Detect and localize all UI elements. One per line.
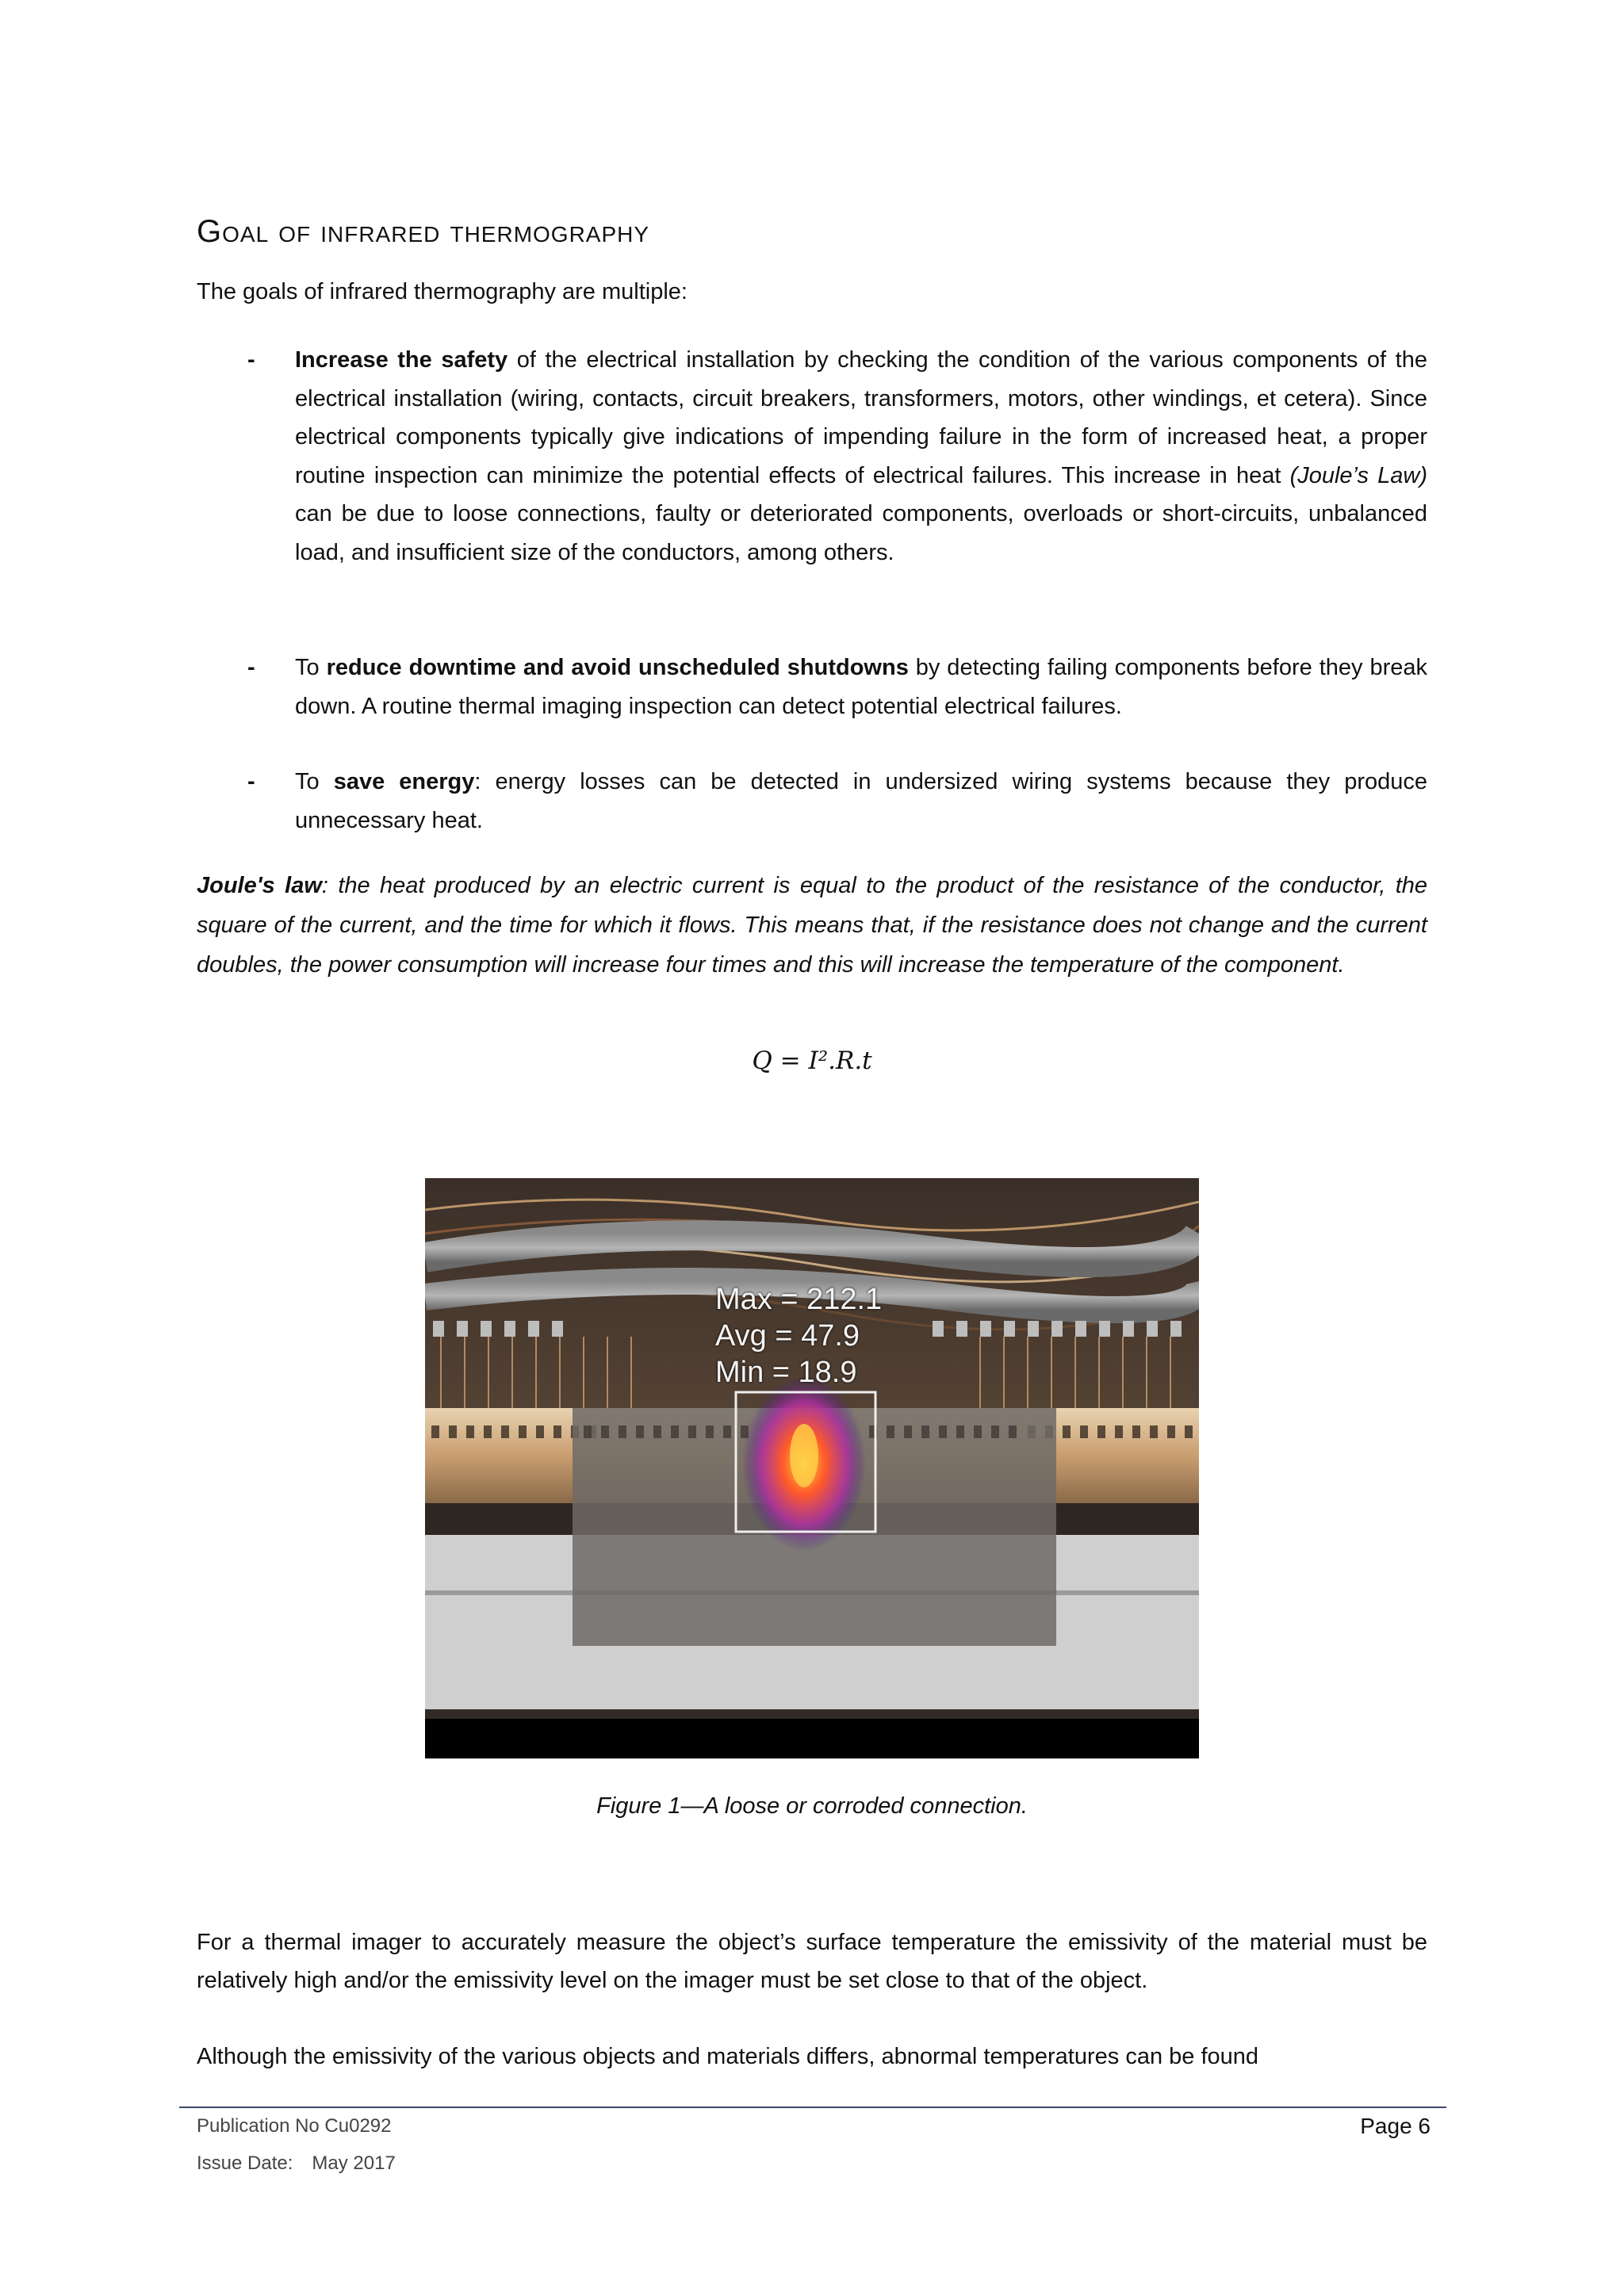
formula: Q = I².R.t bbox=[752, 1047, 872, 1075]
page-number: Page 6 bbox=[1360, 2114, 1431, 2138]
bullet-item-downtime bbox=[197, 649, 1427, 725]
avg-temperature: Avg = 47.9 bbox=[715, 1319, 860, 1353]
bullet-bold: save energy bbox=[333, 769, 475, 794]
max-temperature: Max = 212.1 bbox=[715, 1283, 883, 1316]
bullet-text-continued: can be due to loose connections, faulty or deteriorated components, overloads or short-circuits, unbalanced load, and insufficient size of the conductors, among others. bbox=[295, 501, 1427, 565]
thermal-image-figure bbox=[425, 1178, 1199, 1758]
bullet-prefix: To bbox=[295, 769, 334, 794]
publication-number: Publication No Cu0292 bbox=[197, 2115, 392, 2137]
bullet-italic: (Joule’s Law) bbox=[1289, 462, 1427, 488]
bullet-text: by detecting failing components before they break down. A routine thermal imaging inspection can detect potential electrical failures. bbox=[295, 655, 1427, 719]
footer-divider bbox=[179, 2107, 1446, 2108]
section-heading: Goal of infrared thermography bbox=[197, 214, 650, 249]
bullet-prefix: To bbox=[295, 655, 327, 680]
min-temperature: Min = 18.9 bbox=[715, 1356, 857, 1389]
bullet-dash: - bbox=[247, 655, 255, 680]
issue-date bbox=[197, 2152, 396, 2175]
bullet-dash: - bbox=[247, 347, 255, 373]
joules-law-label: Joule's law bbox=[197, 873, 322, 898]
bullet-text: : energy losses can be detected in undersized wiring systems because they produce unnecessary heat. bbox=[295, 769, 1427, 833]
thermal-image bbox=[425, 1178, 1199, 1758]
figure-caption: Figure 1—A loose or corroded connection. bbox=[596, 1793, 1028, 1819]
joules-law-text: : the heat produced by an electric current is equal to the product of the resistance of the conductor, the square of the current, and the time for which it flows. This means that, if the resistance does not change and the current doubles, the power consumption will increase four times and this will increase the temperature of the component. bbox=[197, 873, 1428, 978]
paragraph-continued: Although the emissivity of the various objects and materials differs, abnormal temperatures can be found bbox=[197, 2044, 1259, 2069]
paragraph-emissivity: For a thermal imager to accurately measure the object’s surface temperature the emissivity of the material must be relatively high and/or the emissivity level on the imager must be set close to that of the object. bbox=[197, 1930, 1427, 1993]
bullet-bold: Increase the safety bbox=[295, 347, 508, 373]
issue-date-label: Issue Date: bbox=[197, 2152, 293, 2174]
bullet-bold: reduce downtime and avoid unscheduled shutdowns bbox=[326, 655, 909, 680]
bullet-item-energy bbox=[197, 763, 1427, 840]
bullet-item-safety bbox=[197, 341, 1427, 572]
intro-text: The goals of infrared thermography are multiple: bbox=[197, 279, 688, 304]
issue-date-value: May 2017 bbox=[312, 2152, 396, 2174]
temperature-readout bbox=[715, 1281, 882, 1391]
joules-law-definition bbox=[197, 866, 1427, 985]
bullet-dash: - bbox=[247, 769, 255, 794]
bullet-text: of the electrical installation by checking the condition of the various components of the electrical installation (wiring, contacts, circuit breakers, transformers, motors, other windings, et cetera). Since electrical components typically give indications of impending failure in the form of increased heat, a proper routine inspection can minimize the potential effects of electrical failures. This increase in heat bbox=[295, 347, 1427, 488]
